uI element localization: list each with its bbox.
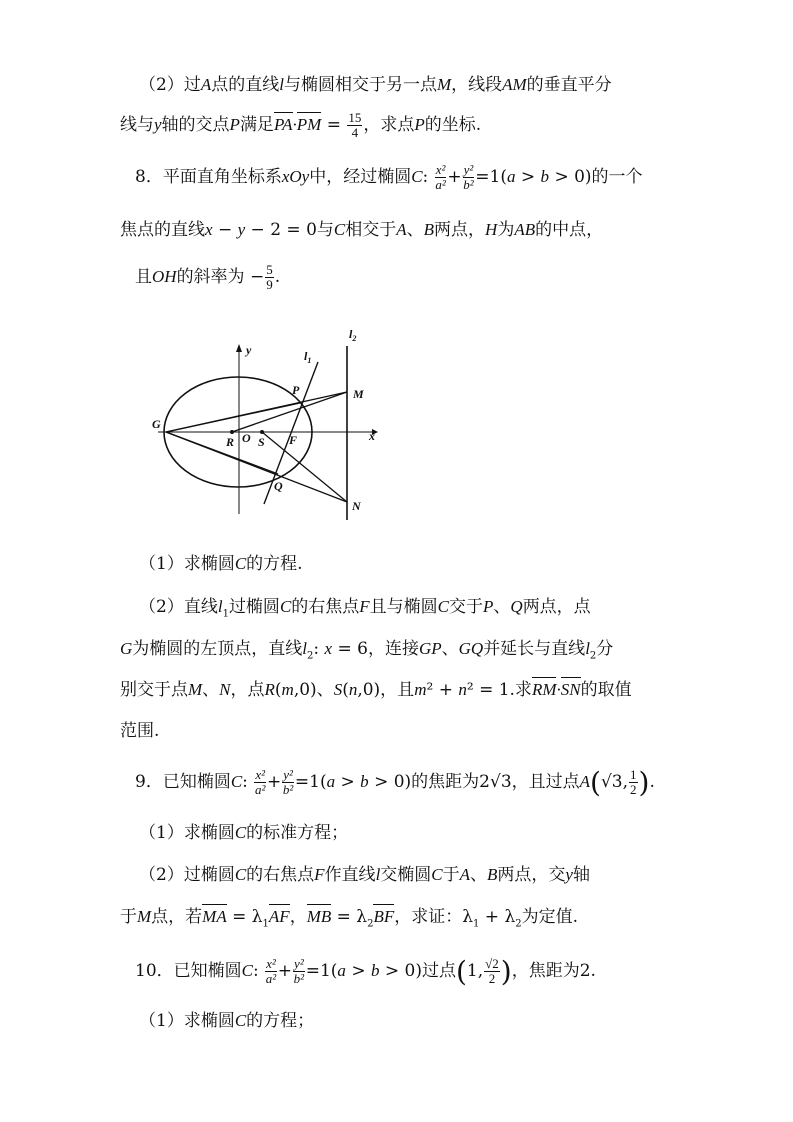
text-line-4: 焦点的直线x − y − 2 = 0与C相交于A、B两点，H为AB的中点， (120, 220, 604, 240)
label-f: F (289, 433, 298, 447)
text-line-7: （2）直线$l_1$过椭圆C的右焦点F且与椭圆C交于P、Q两点，点 (139, 597, 591, 620)
y-axis-arrow (236, 344, 242, 352)
text-line-2: 线与y轴的交点P满足PA·PM = $\frac{15}{4}$ ，求点P的坐标. (120, 110, 482, 140)
text-line-1: （2）过A点的直线l与椭圆相交于另一点M，线段AM的垂直平分 (139, 75, 612, 95)
line-gp (166, 403, 300, 432)
text-line-8: G为椭圆的左顶点，直线$l_2$: x = 6，连接GP、GQ并延长与直线$l_2$分 (120, 639, 614, 662)
point-r (230, 430, 234, 434)
label-q: Q (274, 479, 283, 493)
label-s: S (258, 435, 265, 449)
label-p: P (292, 383, 300, 397)
text-line-3: 8．平面直角坐标系xOy中，经过椭圆C: $\frac{\text{x²}}{\text{a²}}$ + $\frac{\text{y²}}{\text{b²}}$ =1(a > b > 0)的一个 (135, 162, 643, 192)
label-l1: $l_1$ (304, 349, 312, 365)
label-m: M (353, 387, 364, 401)
text-line-12: （1）求椭圆C的标准方程； (139, 823, 349, 843)
label-n: N (352, 499, 361, 513)
text-line-14: 于M点，若MA = $\lambda_1AF$，MB = $\lambda_2BF$，求证：$\lambda_1 + \lambda_2$为定值. (120, 907, 578, 930)
text-line-13: （2）过椭圆C的右焦点F作直线l交椭圆C于A、B两点，交y轴 (139, 865, 590, 885)
line-rm (232, 392, 347, 432)
text-line-5: 且OH的斜率为 − $\frac{5}{9}$ . (135, 262, 281, 292)
ellipse-figure (146, 324, 386, 524)
label-y: y (246, 343, 252, 357)
label-o: O (242, 431, 251, 445)
text-line-15: 10．已知椭圆C: $\frac{\text{x²}}{\text{a²}}$ + $\frac{\text{y²}}{\text{b²}}$ =1(a > b > 0)过点(1, $\frac{√2}{2}$ )，焦距为2. (135, 955, 596, 988)
label-x: x (369, 429, 375, 443)
text-line-6: （1）求椭圆C的方程. (139, 554, 303, 574)
text-line-16: （1）求椭圆C的方程； (139, 1011, 315, 1031)
label-r: R (226, 435, 235, 449)
point-s (260, 430, 264, 434)
label-g: G (152, 417, 161, 431)
label-l2: $l_2$ (349, 327, 357, 343)
text-line-11: 9．已知椭圆C: $\frac{\text{x²}}{\text{a²}}$ + $\frac{\text{y²}}{\text{b²}}$ =1(a > b > 0)的焦距为2√3，且过点A(√3, $\frac{1}{2}$ ). (135, 766, 655, 799)
text-line-9: 别交于点M、N，点R(m,0)、S(n,0)，且m² + n² = 1.求RM·SN的取值 (120, 680, 632, 700)
text-line-10: 范围. (120, 721, 160, 741)
